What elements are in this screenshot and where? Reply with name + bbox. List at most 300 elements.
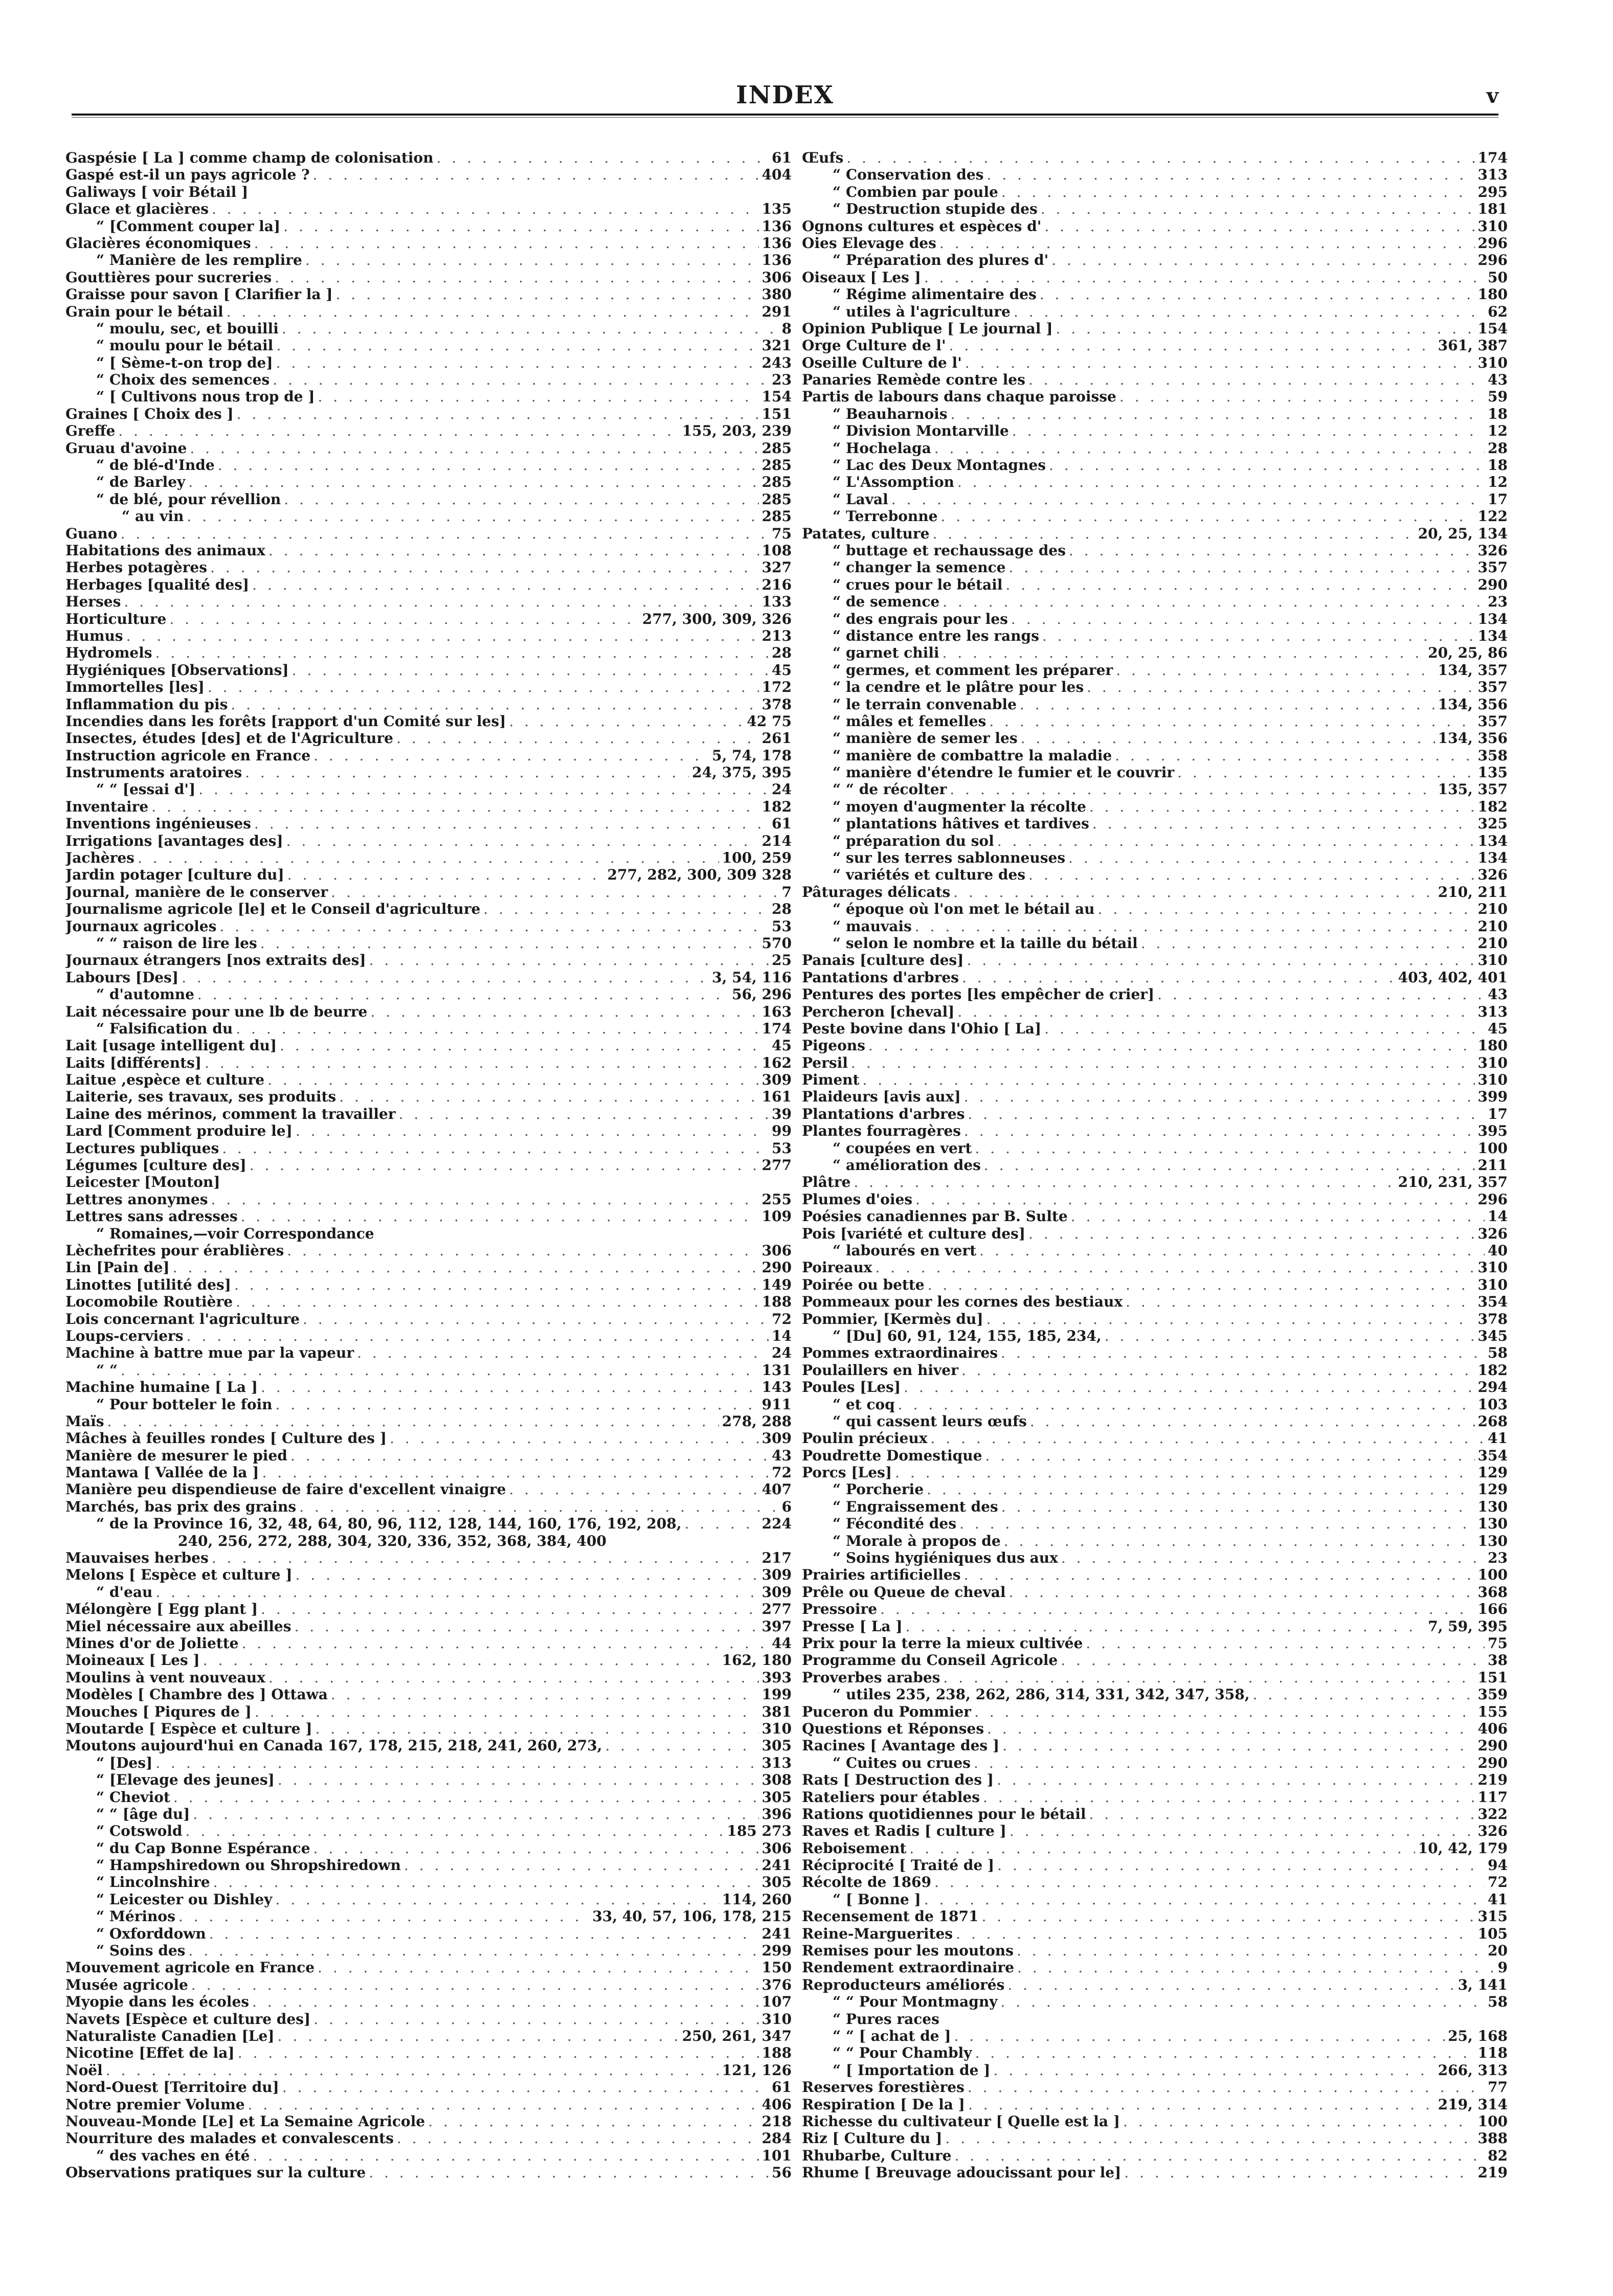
dot-leader	[957, 1003, 1474, 1020]
dot-leader	[210, 559, 759, 576]
index-term: Lin [Pain de]	[65, 1259, 170, 1276]
index-page-refs: 313	[1477, 166, 1508, 184]
dot-leader	[213, 1874, 759, 1890]
dot-leader	[1017, 1959, 1495, 1976]
index-entry	[65, 1344, 792, 1361]
index-page-refs: 53	[772, 917, 792, 935]
index-page-refs: 296	[1477, 234, 1508, 252]
index-page-refs: 129	[1477, 1464, 1508, 1481]
dot-leader	[187, 1327, 769, 1344]
index-term: Rendement extraordinaire	[802, 1959, 1014, 1976]
index-term: Graisse pour savon [ Clarifier la ]	[65, 286, 333, 303]
index-page-refs: 23	[1488, 593, 1508, 611]
index-term: Machine humaine [ La ]	[65, 1379, 258, 1396]
index-entry	[802, 611, 1508, 627]
index-entry	[802, 1464, 1508, 1481]
index-entry	[65, 1430, 792, 1447]
index-entry	[65, 1208, 792, 1225]
page-header	[72, 77, 1498, 118]
header-rule	[72, 114, 1498, 116]
index-term: Noël	[65, 2061, 103, 2079]
index-entry	[65, 576, 792, 593]
index-entry	[65, 1959, 792, 1976]
dot-leader	[968, 2096, 1435, 2113]
index-entry	[802, 1037, 1508, 1054]
index-term: “ “ de récolter	[833, 781, 947, 798]
index-entry	[65, 1549, 792, 1566]
index-page-refs: 396	[761, 1805, 792, 1822]
dot-leader	[404, 1857, 759, 1874]
index-term: Réciprocité [ Traité de ]	[802, 1857, 995, 1874]
index-entry	[802, 491, 1508, 508]
index-term: “ manière de combattre la maladie	[833, 747, 1112, 764]
index-term: Modèles [ Chambre des ] Ottawa	[65, 1686, 328, 1703]
index-term: Insectes, études [des] et de l'Agriculture	[65, 730, 393, 747]
index-term: Mines d'or de Joliette	[65, 1634, 239, 1652]
index-term: Peste bovine dans l'Ohio [ La]	[802, 1020, 1042, 1037]
index-page-refs: 3, 141	[1458, 1976, 1508, 1993]
index-term: “ Porcherie	[833, 1481, 924, 1498]
index-entry	[65, 627, 792, 644]
dot-leader	[483, 901, 769, 917]
dot-leader	[945, 2130, 1474, 2147]
index-entry	[802, 644, 1508, 661]
dot-leader	[934, 1874, 1485, 1890]
index-entry	[65, 1379, 792, 1395]
dot-leader	[250, 1157, 759, 1174]
index-page-refs: 378	[761, 695, 792, 713]
index-term: Guano	[65, 525, 118, 542]
index-term: Oiseaux [ Les ]	[802, 268, 921, 286]
index-entry	[802, 235, 1508, 252]
index-entry	[802, 1071, 1508, 1088]
index-entry	[65, 218, 792, 235]
index-page-refs: 180	[1477, 286, 1508, 303]
index-entry	[65, 508, 792, 525]
index-term: “ Oxforddown	[96, 1925, 206, 1942]
dot-leader	[369, 2164, 769, 2181]
index-entry	[65, 1498, 792, 1515]
index-entry	[802, 662, 1508, 679]
index-entry	[802, 422, 1508, 439]
index-page-refs: 399	[1477, 1088, 1508, 1106]
index-page-refs: 151	[761, 405, 792, 422]
index-entry	[65, 2062, 792, 2079]
index-page-refs: 381	[761, 1703, 792, 1720]
index-page-refs: 56, 296	[732, 986, 792, 1003]
index-term: Moulins à vent nouveaux	[65, 1669, 265, 1686]
index-term: “ “ raison de lire les	[96, 934, 257, 952]
dot-leader	[891, 491, 1485, 508]
index-page-refs: 199	[761, 1686, 792, 1703]
index-page-refs: 172	[761, 679, 792, 696]
index-entry	[802, 1515, 1508, 1532]
index-entry	[802, 440, 1508, 457]
index-term: “ “ [essai d']	[96, 781, 196, 798]
index-entry	[802, 576, 1508, 593]
index-term: Prêle ou Queue de cheval	[802, 1583, 1006, 1601]
index-entry	[802, 1208, 1508, 1225]
index-page-refs: 100	[1477, 2112, 1508, 2130]
dot-leader	[231, 696, 758, 713]
index-entry	[65, 832, 792, 849]
dot-leader	[261, 1379, 759, 1395]
index-entry	[65, 1276, 792, 1293]
index-page-refs: 325	[1477, 815, 1508, 832]
index-term: “ utiles à l'agriculture	[833, 303, 1011, 320]
index-term: Rats [ Destruction des ]	[802, 1771, 994, 1789]
index-term: “ garnet chili	[833, 644, 939, 662]
index-entry	[65, 1737, 792, 1754]
index-page-refs: 290	[1477, 576, 1508, 593]
index-entry	[65, 406, 792, 422]
index-entry	[802, 1874, 1508, 1890]
index-page-refs: 58	[1488, 1993, 1508, 2011]
dot-leader	[260, 935, 759, 952]
index-term: “ au vin	[122, 508, 184, 525]
index-page-refs: 161	[761, 1088, 792, 1106]
index-entry	[65, 1174, 792, 1190]
dot-leader	[428, 2113, 758, 2130]
index-term: “ labourés en vert	[833, 1242, 977, 1259]
index-term: “ Falsification du	[96, 1020, 233, 1037]
index-entry	[802, 1822, 1508, 1839]
dot-leader	[1126, 1293, 1475, 1310]
dot-leader	[997, 1771, 1475, 1788]
dot-leader	[121, 1362, 759, 1379]
dot-leader	[283, 218, 758, 235]
index-term: Puceron du Pommier	[802, 1703, 971, 1720]
index-page-refs: 43	[1488, 986, 1508, 1003]
index-term: “ utiles 235, 238, 262, 286, 314, 331, 342, 347, 358,	[833, 1686, 1250, 1703]
index-entry	[65, 2113, 792, 2130]
index-entry	[65, 1242, 792, 1259]
index-page-refs: 40	[1488, 1242, 1508, 1259]
dot-leader	[318, 1959, 759, 1976]
index-entry	[802, 354, 1508, 371]
dot-leader	[1177, 764, 1474, 781]
dot-leader	[954, 2147, 1485, 2164]
index-page-refs: 58	[1488, 1344, 1508, 1362]
index-page-refs: 388	[1477, 2130, 1508, 2147]
index-entry	[802, 969, 1508, 986]
index-entry	[802, 764, 1508, 781]
index-term: Questions et Réponses	[802, 1720, 984, 1737]
index-page-refs: 131	[761, 1361, 792, 1379]
index-entry	[65, 1720, 792, 1737]
index-page-refs: 134	[1477, 849, 1508, 867]
index-term: Poirée ou bette	[802, 1276, 925, 1293]
dot-leader	[993, 2062, 1435, 2079]
dot-leader	[1021, 730, 1435, 747]
index-entry	[802, 1925, 1508, 1942]
index-page-refs: 285	[761, 439, 792, 457]
index-term: “ Lincolnshire	[96, 1874, 210, 1891]
dot-leader	[1068, 849, 1475, 866]
index-page-refs: 45	[772, 1037, 792, 1054]
index-term: Pommier, [Kermès du]	[802, 1310, 983, 1327]
dot-leader	[1253, 1686, 1475, 1703]
index-page-refs: 911	[761, 1395, 792, 1413]
index-entry	[65, 764, 792, 781]
dot-leader	[1086, 1635, 1485, 1652]
dot-leader	[949, 337, 1435, 354]
index-term: Persil	[802, 1054, 848, 1071]
index-page-refs: 397	[761, 1617, 792, 1635]
index-page-refs: 310	[761, 1720, 792, 1737]
index-entry	[65, 1891, 792, 1908]
index-term: Loups-cerviers	[65, 1327, 184, 1344]
index-page-refs: 406	[761, 2096, 792, 2113]
index-entry	[65, 525, 792, 542]
index-page-refs: 150	[761, 1959, 792, 1976]
index-term: “ [Elevage des jeunes]	[96, 1771, 275, 1789]
index-term: Gaspésie [ La ] comme champ de colonisation	[65, 149, 434, 166]
dot-leader	[227, 303, 759, 320]
index-page-refs: 359	[1477, 1686, 1508, 1703]
index-page-refs: 23	[1488, 1549, 1508, 1567]
index-page-refs: 326	[1477, 1822, 1508, 1840]
index-page-refs: 285	[761, 490, 792, 508]
index-entry	[802, 1054, 1508, 1071]
index-page-refs: 130	[1477, 1515, 1508, 1533]
index-entry	[802, 1601, 1508, 1617]
dot-leader	[965, 354, 1475, 371]
index-page-refs: 134, 356	[1438, 730, 1508, 747]
index-page-refs: 38	[1488, 1652, 1508, 1669]
index-term: Pentures des portes [les empêcher de crier]	[802, 986, 1155, 1003]
index-entry	[65, 235, 792, 252]
index-term: Miel nécessaire aux abeilles	[65, 1617, 292, 1635]
index-term: “ Pour botteler le foin	[96, 1395, 273, 1413]
dot-leader	[1061, 1652, 1485, 1669]
dot-leader	[943, 1669, 1474, 1686]
index-term: Gaspé est-il un pays agricole ?	[65, 166, 310, 184]
index-term: “ L'Assomption	[833, 474, 954, 491]
index-entry	[65, 149, 792, 166]
dot-leader	[1071, 1208, 1485, 1225]
dot-leader	[138, 849, 719, 866]
dot-leader	[1000, 1993, 1485, 2010]
index-page-refs: 151	[1477, 1669, 1508, 1686]
index-column-left	[65, 149, 792, 2181]
index-entry	[802, 986, 1508, 1003]
dot-leader	[197, 986, 729, 1003]
dot-leader	[987, 1720, 1475, 1737]
index-entry	[65, 1857, 792, 1874]
index-entry	[65, 1584, 792, 1601]
dot-leader	[906, 1618, 1425, 1635]
index-term: Habitations des animaux	[65, 542, 265, 559]
index-entry	[802, 2096, 1508, 2113]
dot-leader	[276, 354, 759, 371]
index-entry	[802, 815, 1508, 832]
index-page-refs: 24	[772, 781, 792, 798]
index-term: Programme du Conseil Agricole	[802, 1652, 1058, 1669]
index-page-refs: 285	[761, 474, 792, 491]
index-page-refs: 103	[1477, 1395, 1508, 1413]
index-entry	[65, 866, 792, 883]
index-term: Hydromels	[65, 644, 152, 662]
index-page-refs: 18	[1488, 457, 1508, 474]
index-term: Plantes fourragères	[802, 1122, 961, 1140]
index-term: Œufs	[802, 149, 844, 166]
index-term: Poulin précieux	[802, 1430, 928, 1447]
dot-leader	[276, 1396, 759, 1413]
index-entry	[802, 1908, 1508, 1925]
index-page-refs: 354	[1477, 1293, 1508, 1311]
index-term: Reboisement	[802, 1839, 907, 1857]
index-entry	[802, 320, 1508, 337]
dot-leader	[254, 235, 759, 252]
index-term: Partis de labours dans chaque paroisse	[802, 388, 1116, 406]
index-term: “ “ [âge du]	[96, 1805, 190, 1822]
dot-leader	[211, 1191, 758, 1208]
index-page-refs: 185 273	[727, 1822, 792, 1840]
dot-leader	[155, 644, 769, 661]
dot-leader	[895, 1464, 1474, 1481]
dot-leader	[275, 269, 758, 286]
index-term: “ “	[96, 1361, 118, 1379]
index-entry	[65, 184, 792, 200]
index-term: “ plantations hâtives et tardives	[833, 815, 1089, 832]
index-term: “ Lac des Deux Montagnes	[833, 457, 1046, 474]
page-title: INDEX	[736, 81, 834, 109]
index-page-refs: 134	[1477, 610, 1508, 627]
index-page-refs: 310	[1477, 1276, 1508, 1293]
index-term: Herbes potagères	[65, 559, 207, 576]
index-term: Moineaux [ Les ]	[65, 1652, 200, 1669]
index-entry	[65, 1618, 792, 1635]
index-entry	[802, 866, 1508, 883]
index-entry	[802, 627, 1508, 644]
dot-leader	[997, 1857, 1485, 1874]
index-term: Inventions ingénieuses	[65, 815, 251, 832]
index-term: Maïs	[65, 1412, 104, 1430]
index-term: “ Cuites ou crues	[833, 1754, 971, 1771]
index-term: Instruction agricole en France	[65, 747, 311, 764]
index-column-right	[802, 149, 1508, 2181]
index-term: Richesse du cultivateur [ Quelle est la ]	[802, 2112, 1120, 2130]
index-term: “ la cendre et le plâtre pour les	[833, 679, 1084, 696]
index-term: Pigeons	[802, 1037, 865, 1054]
index-term: Riz [ Culture du ]	[802, 2130, 943, 2147]
index-entry	[65, 200, 792, 217]
dot-leader	[924, 1891, 1485, 1908]
index-page-refs: 24, 375, 395	[692, 764, 792, 781]
index-page-refs: 182	[761, 798, 792, 815]
dot-leader	[904, 1379, 1474, 1395]
index-page-refs: 61	[772, 815, 792, 832]
dot-leader	[292, 662, 769, 679]
dot-leader	[989, 713, 1474, 730]
index-term: Plaideurs [avis aux]	[802, 1088, 961, 1106]
dot-leader	[928, 1276, 1475, 1293]
index-entry	[65, 1293, 792, 1310]
index-page-refs: 61	[772, 149, 792, 166]
index-entry	[65, 679, 792, 695]
index-page-refs: 380	[761, 286, 792, 303]
index-page-refs: 59	[1488, 388, 1508, 406]
index-term: Racines [ Avantage des ]	[802, 1737, 1000, 1754]
index-entry	[802, 1771, 1508, 1788]
dot-leader	[956, 1925, 1474, 1942]
index-entry	[802, 781, 1508, 798]
dot-leader	[303, 1311, 769, 1327]
dot-leader	[605, 1737, 758, 1754]
index-term: Laiterie, ses travaux, ses produits	[65, 1088, 337, 1106]
index-entry	[802, 508, 1508, 525]
index-page-refs: 72	[772, 1310, 792, 1327]
index-term: “ préparation du sol	[833, 832, 994, 849]
dot-leader	[169, 611, 639, 627]
index-term: “ manière d'étendre le fumier et le couvrir	[833, 764, 1175, 781]
index-entry	[65, 440, 792, 457]
index-term: “ amélioration des	[833, 1157, 981, 1174]
index-page-refs: 361, 387	[1438, 337, 1508, 354]
dot-leader	[208, 679, 759, 695]
dot-leader	[120, 525, 769, 542]
index-term: Greffe	[65, 422, 116, 440]
index-term: 240, 256, 272, 288, 304, 320, 336, 352, 368, 384, 400	[178, 1532, 607, 1549]
index-page-refs: 306	[761, 1839, 792, 1857]
index-entry	[802, 337, 1508, 354]
index-entry	[65, 2079, 792, 2096]
index-page-refs: 28	[772, 901, 792, 918]
index-term: “ sur les terres sablonneuses	[833, 849, 1066, 867]
index-entry	[65, 371, 792, 388]
index-term: Musée agricole	[65, 1976, 188, 1993]
index-page-refs: 217	[761, 1549, 792, 1567]
index-page-refs: 296	[1477, 1190, 1508, 1208]
index-entry	[65, 1413, 792, 1430]
index-term: Reserves forestières	[802, 2079, 965, 2096]
dot-leader	[846, 149, 1474, 166]
index-page-refs: 162, 180	[722, 1652, 792, 1669]
index-term: Plumes d'oies	[802, 1190, 913, 1208]
dot-leader	[987, 1311, 1475, 1327]
index-term: Pâturages délicats	[802, 883, 951, 901]
dot-leader	[975, 1140, 1474, 1157]
index-term: Journaux étrangers [nos extraits des]	[65, 952, 366, 969]
index-page-refs: 219	[1477, 1771, 1508, 1789]
index-page-refs: 163	[761, 1003, 792, 1020]
index-page-refs: 72	[1488, 1874, 1508, 1891]
dot-leader	[939, 235, 1475, 252]
index-entry	[65, 1635, 792, 1652]
index-term: “ qui cassent leurs œufs	[833, 1412, 1027, 1430]
index-page-refs: 61	[772, 2079, 792, 2096]
index-term: Ognons cultures et espèces d'	[802, 217, 1042, 235]
dot-leader	[987, 166, 1474, 183]
index-term: Horticulture	[65, 610, 167, 627]
dot-leader	[237, 406, 759, 422]
index-page-refs: 210	[1477, 917, 1508, 935]
dot-leader	[218, 457, 759, 474]
index-term: Prairies artificielles	[802, 1566, 961, 1584]
dot-leader	[851, 1054, 1475, 1071]
dot-leader	[868, 1037, 1475, 1054]
index-page-refs: 368	[1477, 1583, 1508, 1601]
index-term: Poulaillers en hiver	[802, 1361, 958, 1379]
index-entry	[65, 696, 792, 713]
index-page-refs: 310	[1477, 1071, 1508, 1089]
index-entry	[802, 849, 1508, 866]
index-entry	[65, 1259, 792, 1276]
index-page-refs: 327	[761, 559, 792, 576]
index-entry	[65, 2028, 792, 2044]
dot-leader	[898, 1396, 1475, 1413]
